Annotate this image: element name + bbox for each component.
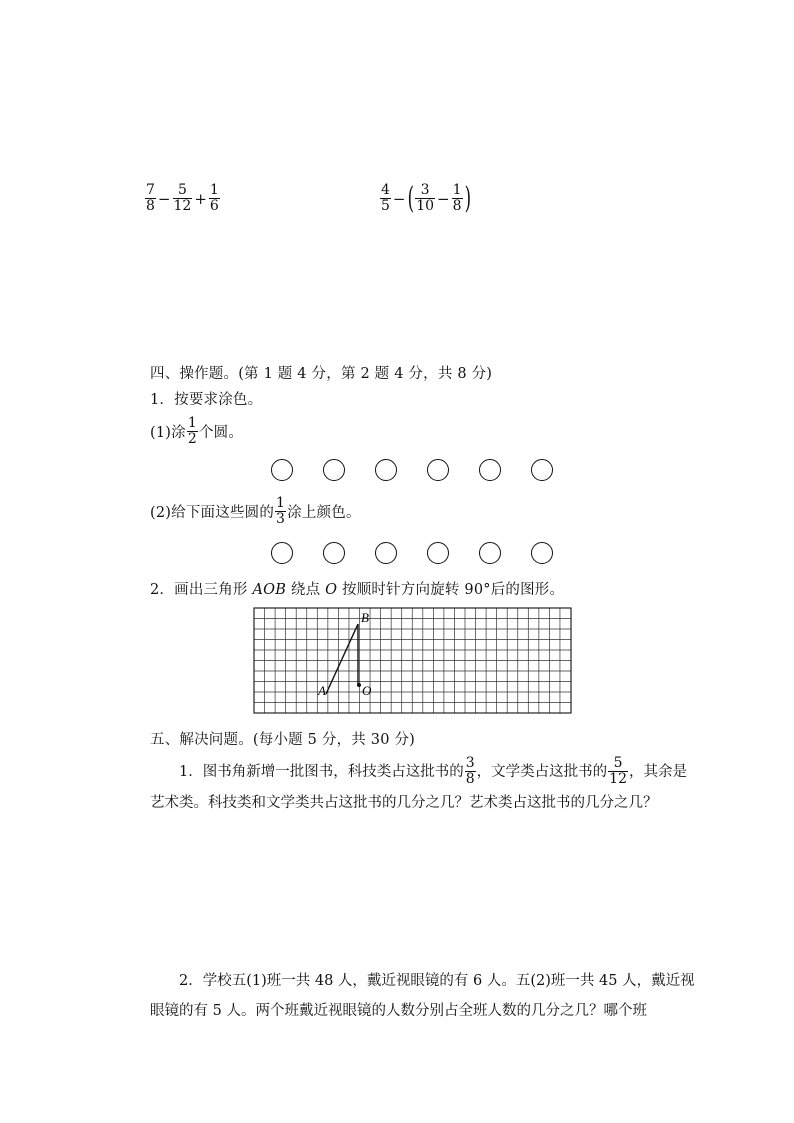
operator: − [392,189,406,208]
fraction: $\frac{5}{12}$ [609,755,627,788]
circle-shape [271,459,293,481]
grid-lines [254,608,571,713]
question-4-1-title: 1．按要求涂色。 [150,392,263,408]
question-4-1-part2: (2)给下面这些圆的 $\frac{1}{3}$ 涂上颜色。 [150,495,361,528]
circle-shape [375,542,397,564]
question-4-2-title: 2．画出三角形 AOB 绕点 O 按顺时针方向旋转 90°后的图形。 [150,582,565,598]
operator: − [157,189,171,208]
fraction: $\frac{7}{8}$ [146,182,155,215]
section-4-heading: 四、操作题。(第 1 题 4 分，第 2 题 4 分，共 8 分) [150,366,493,382]
circle-shape [531,542,553,564]
circle-shape [479,459,501,481]
circle-shape [375,459,397,481]
circle-shape [427,542,449,564]
fraction: $\frac{1}{6}$ [209,182,219,215]
fraction: $\frac{3}{8}$ [465,755,475,788]
fraction: $\frac{5}{12}$ [173,182,192,215]
operator: + [194,189,207,208]
fraction: $\frac{4}{5}$ [381,182,390,215]
fraction: $\frac{3}{10}$ [416,182,435,215]
label-o: O [362,683,372,698]
question-5-2: 2．学校五(1)班一共 48 人，戴近视眼镜的有 6 人。五(2)班一共 45 人，戴近视眼镜的有 5 人。两个班戴近视眼镜的人数分别占全班人数的几分之几？哪个班 [150,973,695,1019]
fraction: $\frac{1}{8}$ [452,182,462,215]
circle-shape [427,459,449,481]
circle-row-2 [271,542,583,564]
circle-shape [479,542,501,564]
expression-1 [144,183,221,215]
section-5-heading: 五、解决问题。(每小题 5 分，共 30 分) [150,732,416,748]
question-4-1-part1: (1)涂 $\frac{1}{2}$ 个圆。 [150,415,244,448]
circle-row-1 [271,459,583,481]
right-paren: ) [464,180,471,216]
fraction: $\frac{1}{2}$ [187,415,197,448]
circle-shape [323,542,345,564]
label-b: B [361,610,369,625]
circle-shape [531,459,553,481]
circle-shape [323,459,345,481]
expression-2 [379,180,471,216]
question-5-1: 1．图书角新增一批图书，科技类占这批书的 $\frac{3}{8}$ ，文学类占这批书的 $\frac{5}{12}$ ，其余是艺术类。科技类和文学类共占这批书的几分之几？艺术类占这批书的几分之几？ [150,755,687,811]
circle-shape [271,542,293,564]
label-a: A [318,683,326,698]
grid-figure [253,606,573,716]
point-o-dot [357,683,361,687]
left-paren: ( [407,180,414,216]
fraction: $\frac{1}{3}$ [276,495,286,528]
triangle-side-ab [326,624,358,694]
operator: − [437,189,450,208]
